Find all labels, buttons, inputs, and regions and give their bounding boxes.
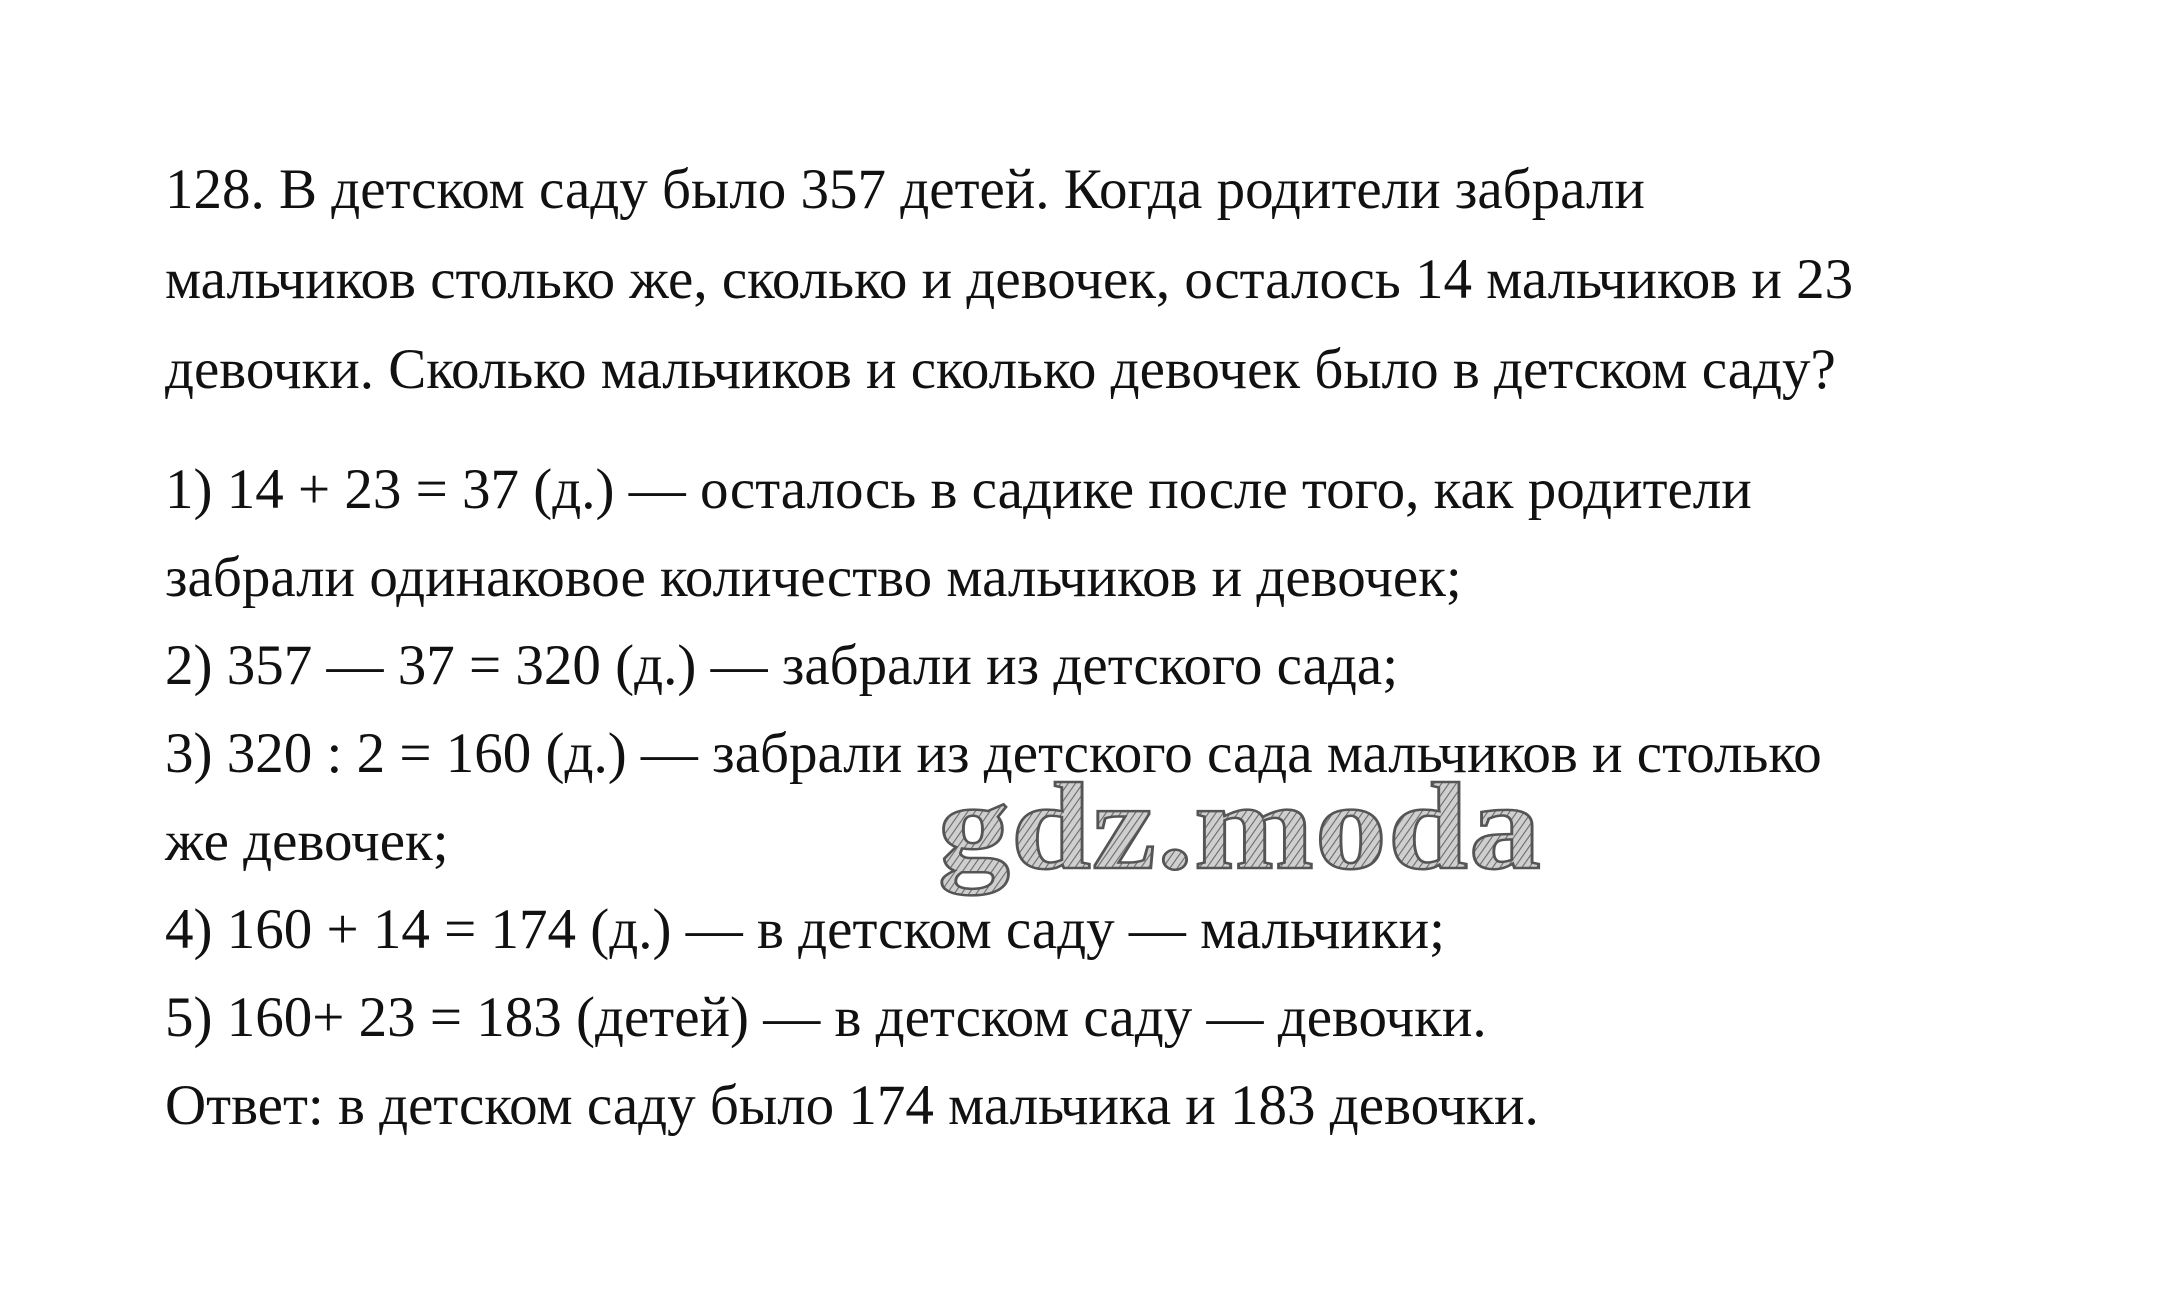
solution-line-7: 5) 160+ 23 = 183 (детей) — в детском саду — девочки. [165,986,1487,1049]
solution-line-4: 3) 320 : 2 = 160 (д.) — забрали из детского сада мальчиков и столько [165,722,1822,785]
solution-line-1: 1) 14 + 23 = 37 (д.) — осталось в садике после того, как родители [165,458,1752,521]
solution-line-3: 2) 357 — 37 = 320 (д.) — забрали из детского сада; [165,634,1399,697]
watermark-logo [930,760,1550,910]
solution-line-5: же девочек; [165,810,449,873]
solution-line-6: 4) 160 + 14 = 174 (д.) — в детском саду — мальчики; [165,898,1445,961]
problem-line-2: мальчиков столько же, сколько и девочек, осталось 14 мальчиков и 23 [165,248,1854,311]
solution-line-2: забрали одинаковое количество мальчиков и девочек; [165,546,1462,609]
problem-line-1: 128. В детском саду было 357 детей. Когда родители забрали [165,158,1645,221]
svg-text:gdz.moda: gdz.moda [938,760,1460,895]
answer-line: Ответ: в детском саду было 174 мальчика и 183 девочки. [165,1074,1539,1137]
problem-line-3: девочки. Сколько мальчиков и сколько девочек было в детском саду? [165,338,1836,401]
